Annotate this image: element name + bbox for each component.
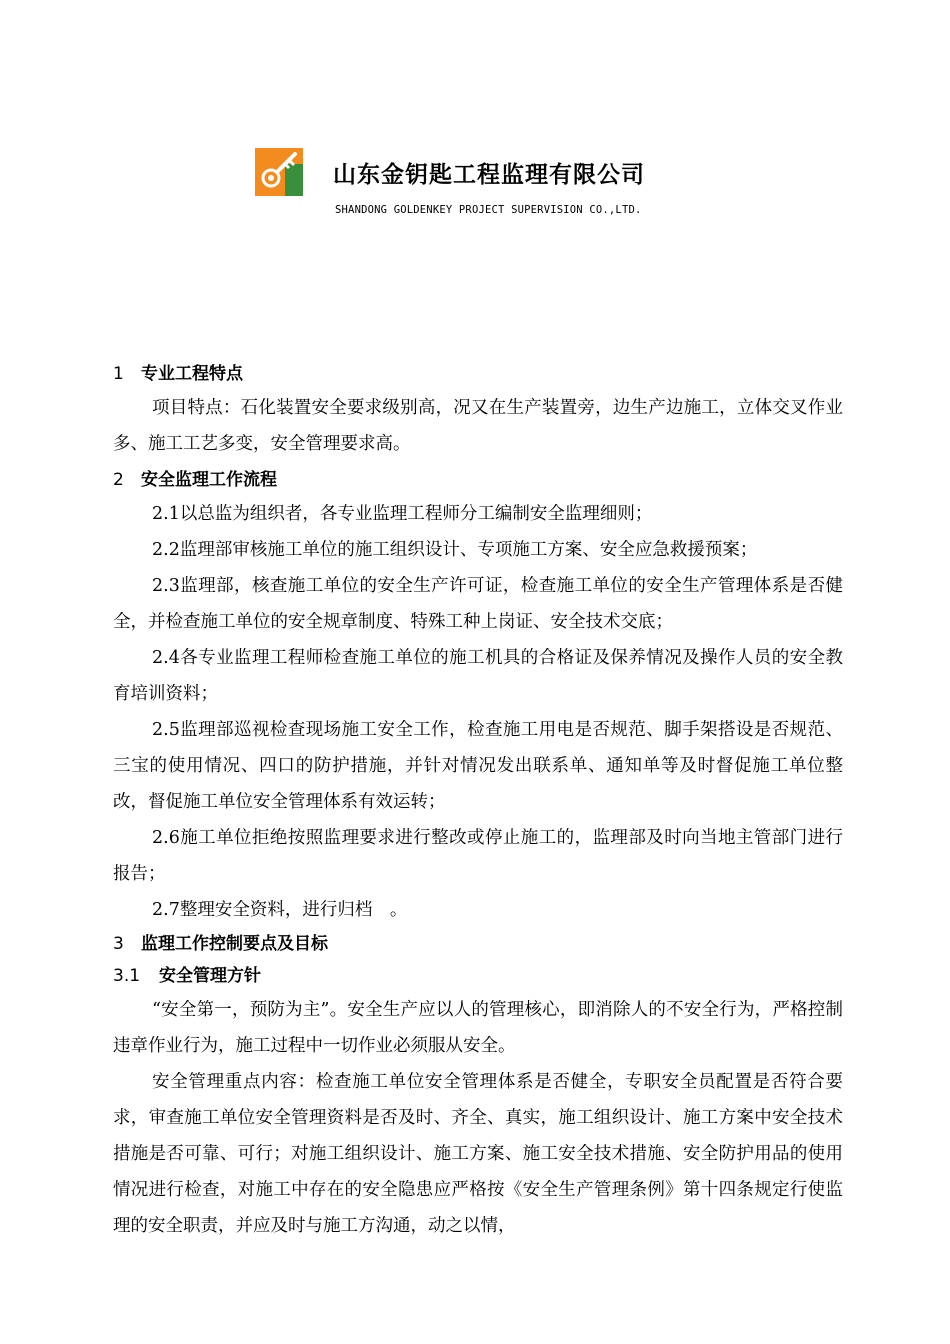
paragraph: 2.3监理部，核查施工单位的安全生产许可证，检查施工单位的安全生产管理体系是否健全，并检查施工单位的安全规章制度、特殊工种上岗证、安全技术交底； [113, 576, 843, 632]
document-body [113, 358, 843, 1244]
section-title: 监理工作控制要点及目标 [141, 934, 328, 954]
section-heading [113, 358, 843, 390]
section-title: 安全监理工作流程 [141, 470, 277, 490]
section-number: 3 [113, 934, 124, 954]
section-number: 2 [113, 470, 124, 490]
subsection-number: 3.1 [113, 966, 141, 986]
golden-key-logo-icon [255, 148, 303, 196]
paragraph: 2.6施工单位拒绝按照监理要求进行整改或停止施工的，监理部及时向当地主管部门进行报告； [113, 828, 843, 884]
company-name-cn: 山东金钥匙工程监理有限公司 [333, 162, 645, 188]
section-heading [113, 464, 843, 496]
subsection-heading [113, 960, 843, 992]
paragraph: 2.7整理安全资料，进行归档 。 [152, 900, 408, 920]
section-title: 专业工程特点 [141, 364, 243, 384]
section-heading [113, 928, 843, 960]
subsection-title: 安全管理方针 [159, 966, 261, 986]
paragraph: 项目特点：石化装置安全要求级别高，况又在生产装置旁，边生产边施工，立体交叉作业多、施工工艺多变，安全管理要求高。 [113, 398, 843, 454]
letterhead [255, 148, 725, 228]
company-name-en: SHANDONG GOLDENKEY PROJECT SUPERVISION CO.,LTD. [335, 204, 642, 216]
paragraph: “安全第一，预防为主”。安全生产应以人的管理核心，即消除人的不安全行为，严格控制违章作业行为，施工过程中一切作业必须服从安全。 [113, 1000, 843, 1056]
paragraph: 安全管理重点内容：检查施工单位安全管理体系是否健全，专职安全员配置是否符合要求，审查施工单位安全管理资料是否及时、齐全、真实，施工组织设计、施工方案中安全技术措施是否可靠、可行；对施工组织设计、施工方案、施工安全技术措施、安全防护用品的使用情况进行检查，对施工中存在的安全隐患应严格按《安全生产管理条例》第十四条规定行使监理的安全职责，并应及时与施工方沟通，动之以情， [113, 1072, 843, 1236]
paragraph: 2.2监理部审核施工单位的施工组织设计、专项施工方案、安全应急救援预案； [152, 540, 758, 560]
section-number: 1 [113, 364, 124, 384]
paragraph: 2.1以总监为组织者，各专业监理工程师分工编制安全监理细则； [152, 504, 653, 524]
paragraph: 2.5监理部巡视检查现场施工安全工作，检查施工用电是否规范、脚手架搭设是否规范、三宝的使用情况、四口的防护措施，并针对情况发出联系单、通知单等及时督促施工单位整改，督促施工单位安全管理体系有效运转； [113, 720, 843, 812]
paragraph: 2.4各专业监理工程师检查施工单位的施工机具的合格证及保养情况及操作人员的安全教育培训资料； [113, 648, 843, 704]
